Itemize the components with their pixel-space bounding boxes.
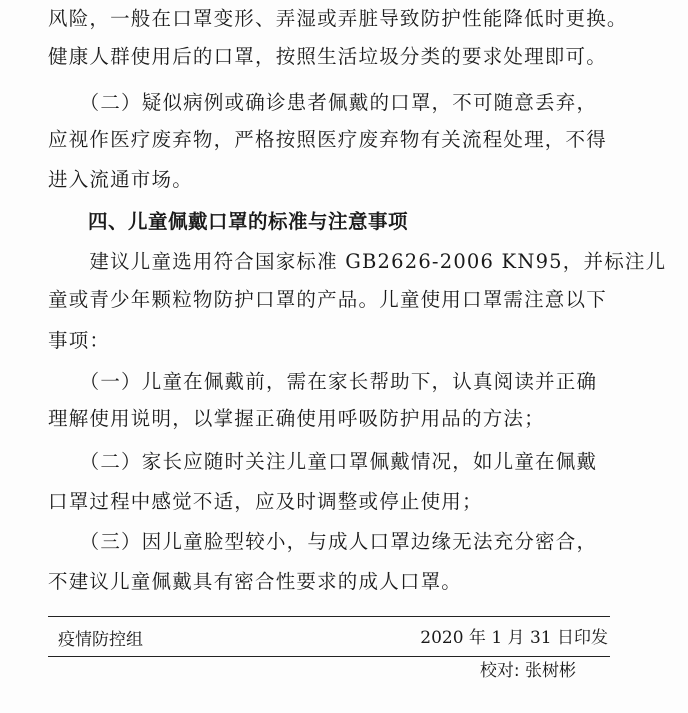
paragraph-line-10: （一）儿童在佩戴前，需在家长帮助下，认真阅读并正确 <box>48 370 598 393</box>
paragraph-line-15: 不建议儿童佩戴具有密合性要求的成人口罩。 <box>48 570 463 593</box>
paragraph-line-8: 童或青少年颗粒物防护口罩的产品。儿童使用口罩需注意以下 <box>48 288 607 311</box>
section-heading: 四、儿童佩戴口罩的标准与注意事项 <box>48 210 409 233</box>
paragraph-line-14: （三）因儿童脸型较小，与成人口罩边缘无法充分密合， <box>48 530 598 553</box>
footer-top-rule <box>48 616 610 617</box>
paragraph-line-5: 进入流通市场。 <box>48 168 193 191</box>
paragraph-line-11: 理解使用说明，以掌握正确使用呼吸防护用品的方法； <box>48 407 545 430</box>
paragraph-line-4: 应视作医疗废弃物，严格按照医疗废弃物有关流程处理，不得 <box>48 128 607 151</box>
proofreader-label: 校对: 张树彬 <box>479 661 576 681</box>
paragraph-line-13: 口罩过程中感觉不适，应及时调整或停止使用； <box>48 490 483 513</box>
paragraph-line-2: 健康人群使用后的口罩，按照生活垃圾分类的要求处理即可。 <box>48 45 607 68</box>
paragraph-line-1: 风险，一般在口罩变形、弄湿或弄脏导致防护性能降低时更换。 <box>48 7 628 30</box>
issue-date: 2020 年 1 月 31 日印发 <box>420 628 608 648</box>
footer-bottom-rule <box>48 656 610 657</box>
issuer-label: 疫情防控组 <box>58 630 143 650</box>
paragraph-line-3: （二）疑似病例或确诊患者佩戴的口罩，不可随意丢弃， <box>48 91 598 114</box>
paragraph-line-7: 建议儿童选用符合国家标准 GB2626-2006 KN95，并标注儿 <box>48 250 667 273</box>
paragraph-line-9: 事项： <box>48 329 111 352</box>
paragraph-line-12: （二）家长应随时关注儿童口罩佩戴情况，如儿童在佩戴 <box>48 450 598 473</box>
